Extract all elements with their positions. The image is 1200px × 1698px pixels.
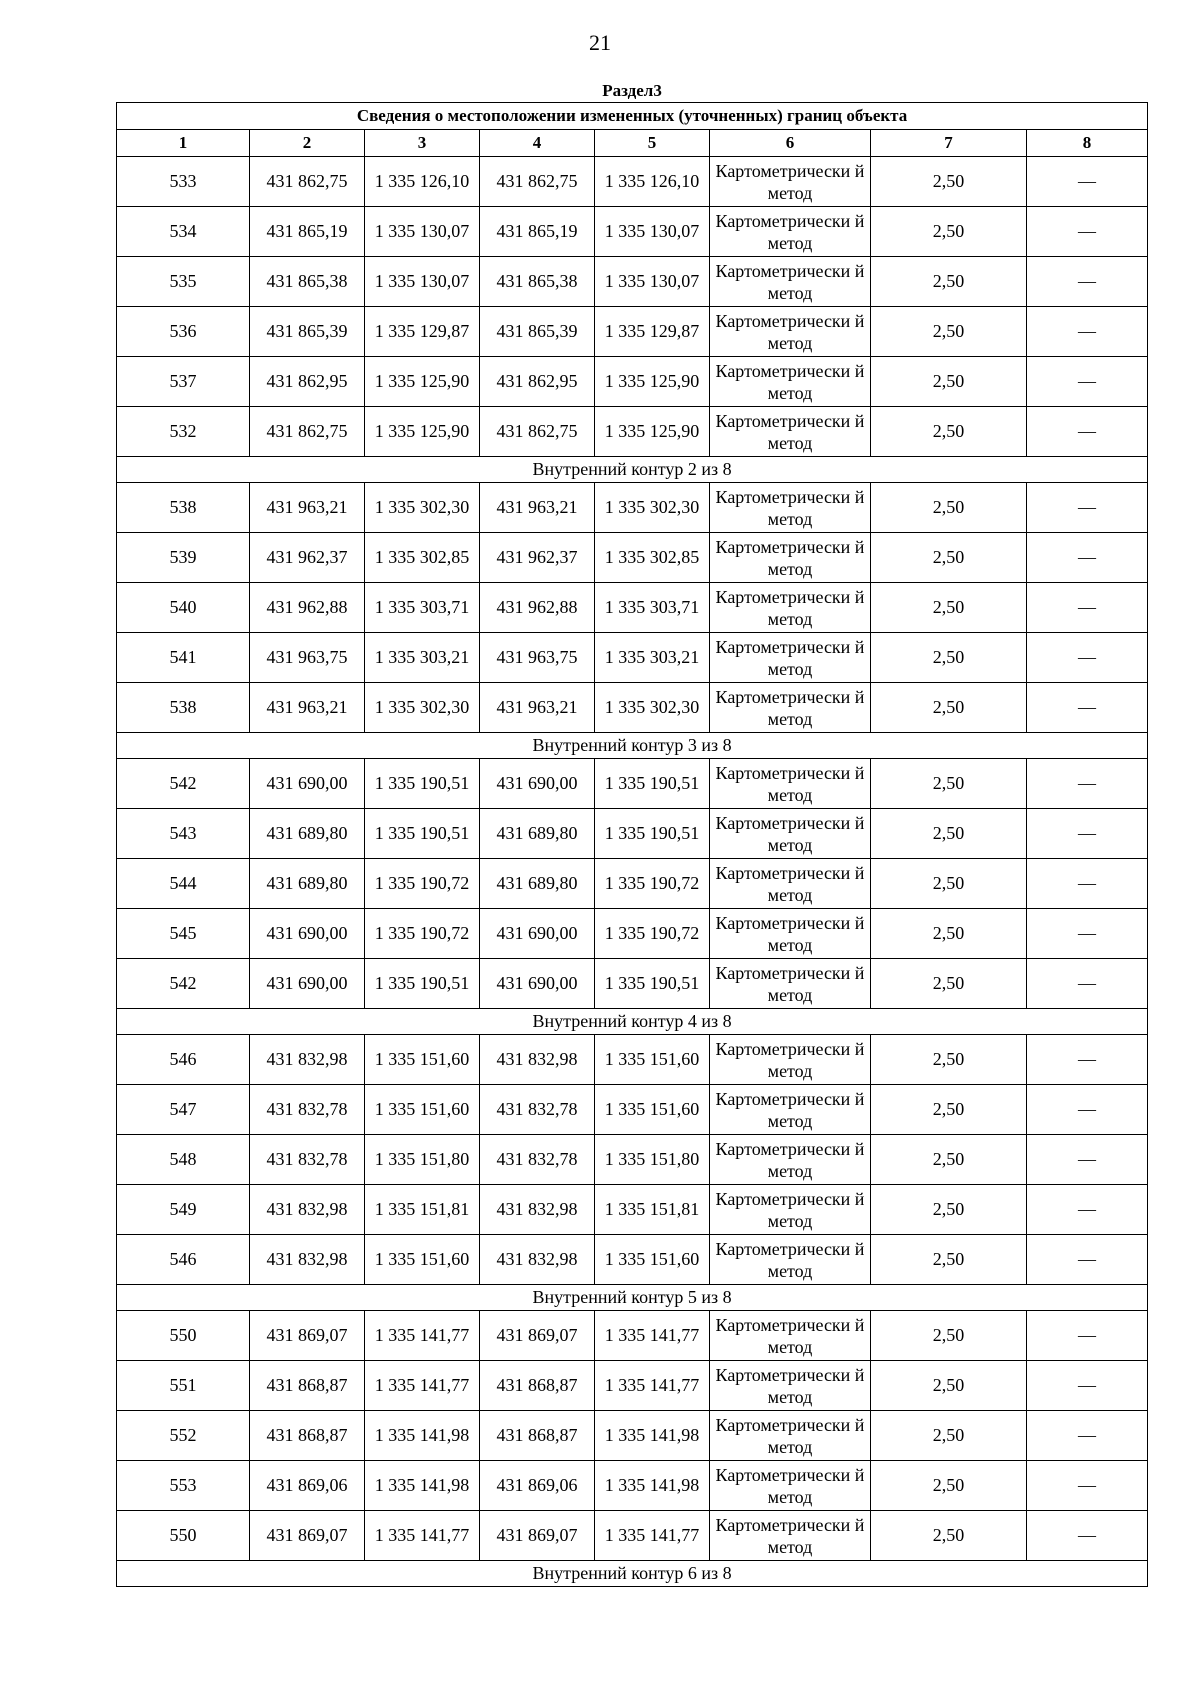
new-y-cell: 1 335 141,98 — [595, 1461, 710, 1511]
old-y-cell: 1 335 130,07 — [365, 207, 480, 257]
method-cell: Картометрически й метод — [710, 683, 871, 733]
old-y-cell: 1 335 130,07 — [365, 257, 480, 307]
table-row — [117, 533, 1148, 583]
new-y-cell: 1 335 302,85 — [595, 533, 710, 583]
point-number-cell: 550 — [117, 1511, 250, 1561]
point-number-cell: 546 — [117, 1035, 250, 1085]
accuracy-cell: 2,50 — [871, 633, 1027, 683]
table-caption: Сведения о местоположении измененных (уточненных) границ объекта — [117, 103, 1148, 130]
contour-row — [117, 1561, 1148, 1587]
new-y-cell: 1 335 125,90 — [595, 357, 710, 407]
old-x-cell: 431 865,38 — [250, 257, 365, 307]
column-number: 3 — [365, 130, 480, 157]
table-row — [117, 633, 1148, 683]
contour-label: Внутренний контур 5 из 8 — [117, 1285, 1148, 1311]
point-number-cell: 551 — [117, 1361, 250, 1411]
old-x-cell: 431 868,87 — [250, 1411, 365, 1461]
new-x-cell: 431 862,75 — [480, 157, 595, 207]
new-y-cell: 1 335 190,51 — [595, 809, 710, 859]
method-cell: Картометрически й метод — [710, 1085, 871, 1135]
old-x-cell: 431 690,00 — [250, 759, 365, 809]
new-y-cell: 1 335 302,30 — [595, 683, 710, 733]
new-x-cell: 431 689,80 — [480, 859, 595, 909]
point-number-cell: 540 — [117, 583, 250, 633]
contour-label: Внутренний контур 3 из 8 — [117, 733, 1148, 759]
accuracy-cell: 2,50 — [871, 1035, 1027, 1085]
old-y-cell: 1 335 190,51 — [365, 959, 480, 1009]
point-number-cell: 552 — [117, 1411, 250, 1461]
table-row — [117, 207, 1148, 257]
accuracy-cell: 2,50 — [871, 157, 1027, 207]
new-y-cell: 1 335 190,51 — [595, 959, 710, 1009]
old-x-cell: 431 869,07 — [250, 1311, 365, 1361]
description-cell: — — [1027, 257, 1148, 307]
accuracy-cell: 2,50 — [871, 483, 1027, 533]
new-x-cell: 431 962,88 — [480, 583, 595, 633]
table-row — [117, 1311, 1148, 1361]
method-cell: Картометрически й метод — [710, 1035, 871, 1085]
method-cell: Картометрически й метод — [710, 809, 871, 859]
new-y-cell: 1 335 141,77 — [595, 1361, 710, 1411]
new-y-cell: 1 335 141,77 — [595, 1311, 710, 1361]
description-cell: — — [1027, 909, 1148, 959]
table-row — [117, 583, 1148, 633]
table-row — [117, 859, 1148, 909]
method-cell: Картометрически й метод — [710, 1411, 871, 1461]
point-number-cell: 544 — [117, 859, 250, 909]
table-row — [117, 307, 1148, 357]
column-number: 2 — [250, 130, 365, 157]
point-number-cell: 536 — [117, 307, 250, 357]
old-y-cell: 1 335 141,98 — [365, 1411, 480, 1461]
accuracy-cell: 2,50 — [871, 909, 1027, 959]
new-y-cell: 1 335 190,72 — [595, 909, 710, 959]
old-y-cell: 1 335 151,80 — [365, 1135, 480, 1185]
old-x-cell: 431 862,75 — [250, 407, 365, 457]
old-y-cell: 1 335 302,30 — [365, 483, 480, 533]
description-cell: — — [1027, 1135, 1148, 1185]
old-x-cell: 431 832,78 — [250, 1135, 365, 1185]
point-number-cell: 534 — [117, 207, 250, 257]
method-cell: Картометрически й метод — [710, 407, 871, 457]
new-x-cell: 431 690,00 — [480, 959, 595, 1009]
description-cell: — — [1027, 809, 1148, 859]
accuracy-cell: 2,50 — [871, 1511, 1027, 1561]
new-y-cell: 1 335 151,60 — [595, 1235, 710, 1285]
old-x-cell: 431 832,98 — [250, 1235, 365, 1285]
old-y-cell: 1 335 302,85 — [365, 533, 480, 583]
old-x-cell: 431 862,75 — [250, 157, 365, 207]
point-number-cell: 539 — [117, 533, 250, 583]
column-number: 5 — [595, 130, 710, 157]
table-row — [117, 959, 1148, 1009]
description-cell: — — [1027, 583, 1148, 633]
description-cell: — — [1027, 1235, 1148, 1285]
old-x-cell: 431 832,98 — [250, 1185, 365, 1235]
old-x-cell: 431 869,07 — [250, 1511, 365, 1561]
new-y-cell: 1 335 151,80 — [595, 1135, 710, 1185]
description-cell: — — [1027, 307, 1148, 357]
point-number-cell: 549 — [117, 1185, 250, 1235]
table-row — [117, 909, 1148, 959]
table-row — [117, 683, 1148, 733]
description-cell: — — [1027, 157, 1148, 207]
old-x-cell: 431 689,80 — [250, 859, 365, 909]
method-cell: Картометрически й метод — [710, 1135, 871, 1185]
point-number-cell: 543 — [117, 809, 250, 859]
old-y-cell: 1 335 303,71 — [365, 583, 480, 633]
old-y-cell: 1 335 303,21 — [365, 633, 480, 683]
description-cell: — — [1027, 357, 1148, 407]
point-number-cell: 545 — [117, 909, 250, 959]
accuracy-cell: 2,50 — [871, 683, 1027, 733]
accuracy-cell: 2,50 — [871, 257, 1027, 307]
accuracy-cell: 2,50 — [871, 207, 1027, 257]
point-number-cell: 541 — [117, 633, 250, 683]
old-y-cell: 1 335 190,51 — [365, 759, 480, 809]
point-number-cell: 542 — [117, 959, 250, 1009]
description-cell: — — [1027, 483, 1148, 533]
table-row — [117, 809, 1148, 859]
new-x-cell: 431 832,98 — [480, 1035, 595, 1085]
old-y-cell: 1 335 141,77 — [365, 1311, 480, 1361]
table-row — [117, 407, 1148, 457]
old-x-cell: 431 869,06 — [250, 1461, 365, 1511]
old-x-cell: 431 865,39 — [250, 307, 365, 357]
contour-row — [117, 457, 1148, 483]
point-number-cell: 553 — [117, 1461, 250, 1511]
description-cell: — — [1027, 1411, 1148, 1461]
new-x-cell: 431 963,21 — [480, 683, 595, 733]
table-row — [117, 1461, 1148, 1511]
point-number-cell: 537 — [117, 357, 250, 407]
contour-label: Внутренний контур 2 из 8 — [117, 457, 1148, 483]
old-x-cell: 431 832,98 — [250, 1035, 365, 1085]
method-cell: Картометрически й метод — [710, 1235, 871, 1285]
method-cell: Картометрически й метод — [710, 257, 871, 307]
new-y-cell: 1 335 130,07 — [595, 207, 710, 257]
new-y-cell: 1 335 130,07 — [595, 257, 710, 307]
column-number: 4 — [480, 130, 595, 157]
method-cell: Картометрически й метод — [710, 1185, 871, 1235]
table-row — [117, 357, 1148, 407]
method-cell: Картометрически й метод — [710, 909, 871, 959]
new-x-cell: 431 690,00 — [480, 759, 595, 809]
new-x-cell: 431 865,19 — [480, 207, 595, 257]
new-x-cell: 431 689,80 — [480, 809, 595, 859]
description-cell: — — [1027, 1085, 1148, 1135]
new-x-cell: 431 832,98 — [480, 1185, 595, 1235]
point-number-cell: 542 — [117, 759, 250, 809]
table-row — [117, 1511, 1148, 1561]
table-row — [117, 257, 1148, 307]
table-row — [117, 1185, 1148, 1235]
new-y-cell: 1 335 126,10 — [595, 157, 710, 207]
new-x-cell: 431 865,38 — [480, 257, 595, 307]
accuracy-cell: 2,50 — [871, 959, 1027, 1009]
new-x-cell: 431 868,87 — [480, 1411, 595, 1461]
old-y-cell: 1 335 302,30 — [365, 683, 480, 733]
method-cell: Картометрически й метод — [710, 759, 871, 809]
contour-row — [117, 1009, 1148, 1035]
new-y-cell: 1 335 190,51 — [595, 759, 710, 809]
new-y-cell: 1 335 303,21 — [595, 633, 710, 683]
point-number-cell: 550 — [117, 1311, 250, 1361]
old-y-cell: 1 335 126,10 — [365, 157, 480, 207]
new-x-cell: 431 832,98 — [480, 1235, 595, 1285]
new-x-cell: 431 832,78 — [480, 1085, 595, 1135]
old-x-cell: 431 690,00 — [250, 959, 365, 1009]
old-y-cell: 1 335 190,72 — [365, 859, 480, 909]
point-number-cell: 533 — [117, 157, 250, 207]
old-y-cell: 1 335 190,72 — [365, 909, 480, 959]
old-y-cell: 1 335 151,60 — [365, 1085, 480, 1135]
point-number-cell: 547 — [117, 1085, 250, 1135]
column-number: 7 — [871, 130, 1027, 157]
old-x-cell: 431 868,87 — [250, 1361, 365, 1411]
accuracy-cell: 2,50 — [871, 307, 1027, 357]
old-y-cell: 1 335 125,90 — [365, 407, 480, 457]
new-x-cell: 431 865,39 — [480, 307, 595, 357]
description-cell: — — [1027, 1361, 1148, 1411]
accuracy-cell: 2,50 — [871, 1135, 1027, 1185]
new-y-cell: 1 335 190,72 — [595, 859, 710, 909]
accuracy-cell: 2,50 — [871, 1085, 1027, 1135]
description-cell: — — [1027, 1035, 1148, 1085]
table-row — [117, 157, 1148, 207]
table-row — [117, 759, 1148, 809]
new-y-cell: 1 335 302,30 — [595, 483, 710, 533]
point-number-cell: 538 — [117, 683, 250, 733]
old-x-cell: 431 962,88 — [250, 583, 365, 633]
accuracy-cell: 2,50 — [871, 859, 1027, 909]
accuracy-cell: 2,50 — [871, 407, 1027, 457]
table-row — [117, 1085, 1148, 1135]
description-cell: — — [1027, 207, 1148, 257]
accuracy-cell: 2,50 — [871, 809, 1027, 859]
description-cell: — — [1027, 1461, 1148, 1511]
table-row — [117, 1035, 1148, 1085]
method-cell: Картометрически й метод — [710, 859, 871, 909]
old-x-cell: 431 963,21 — [250, 683, 365, 733]
old-x-cell: 431 963,75 — [250, 633, 365, 683]
new-y-cell: 1 335 151,60 — [595, 1035, 710, 1085]
description-cell: — — [1027, 759, 1148, 809]
description-cell: — — [1027, 1185, 1148, 1235]
accuracy-cell: 2,50 — [871, 1311, 1027, 1361]
contour-row — [117, 1285, 1148, 1311]
method-cell: Картометрически й метод — [710, 157, 871, 207]
method-cell: Картометрически й метод — [710, 959, 871, 1009]
description-cell: — — [1027, 633, 1148, 683]
new-x-cell: 431 869,07 — [480, 1311, 595, 1361]
point-number-cell: 548 — [117, 1135, 250, 1185]
new-x-cell: 431 869,06 — [480, 1461, 595, 1511]
table-row — [117, 483, 1148, 533]
contour-label: Внутренний контур 4 из 8 — [117, 1009, 1148, 1035]
method-cell: Картометрически й метод — [710, 357, 871, 407]
old-y-cell: 1 335 125,90 — [365, 357, 480, 407]
accuracy-cell: 2,50 — [871, 1235, 1027, 1285]
point-number-cell: 532 — [117, 407, 250, 457]
method-cell: Картометрически й метод — [710, 633, 871, 683]
new-x-cell: 431 963,75 — [480, 633, 595, 683]
new-y-cell: 1 335 151,60 — [595, 1085, 710, 1135]
accuracy-cell: 2,50 — [871, 1361, 1027, 1411]
table-row — [117, 1235, 1148, 1285]
point-number-cell: 538 — [117, 483, 250, 533]
description-cell: — — [1027, 407, 1148, 457]
section-title: Раздел3 — [602, 81, 662, 100]
page-number: 21 — [589, 30, 611, 55]
description-cell: — — [1027, 859, 1148, 909]
new-x-cell: 431 962,37 — [480, 533, 595, 583]
new-x-cell: 431 862,95 — [480, 357, 595, 407]
description-cell: — — [1027, 683, 1148, 733]
coordinates-table — [116, 80, 1148, 1587]
new-x-cell: 431 690,00 — [480, 909, 595, 959]
old-x-cell: 431 962,37 — [250, 533, 365, 583]
description-cell: — — [1027, 1511, 1148, 1561]
accuracy-cell: 2,50 — [871, 533, 1027, 583]
accuracy-cell: 2,50 — [871, 1461, 1027, 1511]
method-cell: Картометрически й метод — [710, 1361, 871, 1411]
point-number-cell: 546 — [117, 1235, 250, 1285]
old-x-cell: 431 689,80 — [250, 809, 365, 859]
method-cell: Картометрически й метод — [710, 207, 871, 257]
method-cell: Картометрически й метод — [710, 307, 871, 357]
table-row — [117, 1135, 1148, 1185]
old-y-cell: 1 335 129,87 — [365, 307, 480, 357]
description-cell: — — [1027, 533, 1148, 583]
new-y-cell: 1 335 129,87 — [595, 307, 710, 357]
accuracy-cell: 2,50 — [871, 357, 1027, 407]
point-number-cell: 535 — [117, 257, 250, 307]
accuracy-cell: 2,50 — [871, 583, 1027, 633]
old-y-cell: 1 335 141,77 — [365, 1511, 480, 1561]
old-x-cell: 431 963,21 — [250, 483, 365, 533]
new-y-cell: 1 335 141,98 — [595, 1411, 710, 1461]
old-y-cell: 1 335 141,98 — [365, 1461, 480, 1511]
new-x-cell: 431 862,75 — [480, 407, 595, 457]
new-x-cell: 431 868,87 — [480, 1361, 595, 1411]
new-y-cell: 1 335 125,90 — [595, 407, 710, 457]
accuracy-cell: 2,50 — [871, 759, 1027, 809]
method-cell: Картометрически й метод — [710, 583, 871, 633]
column-number: 8 — [1027, 130, 1148, 157]
old-x-cell: 431 862,95 — [250, 357, 365, 407]
description-cell: — — [1027, 1311, 1148, 1361]
method-cell: Картометрически й метод — [710, 1461, 871, 1511]
method-cell: Картометрически й метод — [710, 533, 871, 583]
accuracy-cell: 2,50 — [871, 1411, 1027, 1461]
column-number: 6 — [710, 130, 871, 157]
new-x-cell: 431 832,78 — [480, 1135, 595, 1185]
new-x-cell: 431 963,21 — [480, 483, 595, 533]
table-row — [117, 1411, 1148, 1461]
table-row — [117, 1361, 1148, 1411]
new-y-cell: 1 335 151,81 — [595, 1185, 710, 1235]
contour-label: Внутренний контур 6 из 8 — [117, 1561, 1148, 1587]
column-number-row — [117, 130, 1148, 157]
old-x-cell: 431 690,00 — [250, 909, 365, 959]
old-y-cell: 1 335 151,81 — [365, 1185, 480, 1235]
method-cell: Картометрически й метод — [710, 1511, 871, 1561]
method-cell: Картометрически й метод — [710, 1311, 871, 1361]
description-cell: — — [1027, 959, 1148, 1009]
old-x-cell: 431 865,19 — [250, 207, 365, 257]
contour-row — [117, 733, 1148, 759]
new-x-cell: 431 869,07 — [480, 1511, 595, 1561]
old-y-cell: 1 335 190,51 — [365, 809, 480, 859]
method-cell: Картометрически й метод — [710, 483, 871, 533]
new-y-cell: 1 335 141,77 — [595, 1511, 710, 1561]
old-y-cell: 1 335 141,77 — [365, 1361, 480, 1411]
new-y-cell: 1 335 303,71 — [595, 583, 710, 633]
old-y-cell: 1 335 151,60 — [365, 1235, 480, 1285]
accuracy-cell: 2,50 — [871, 1185, 1027, 1235]
column-number: 1 — [117, 130, 250, 157]
old-x-cell: 431 832,78 — [250, 1085, 365, 1135]
old-y-cell: 1 335 151,60 — [365, 1035, 480, 1085]
